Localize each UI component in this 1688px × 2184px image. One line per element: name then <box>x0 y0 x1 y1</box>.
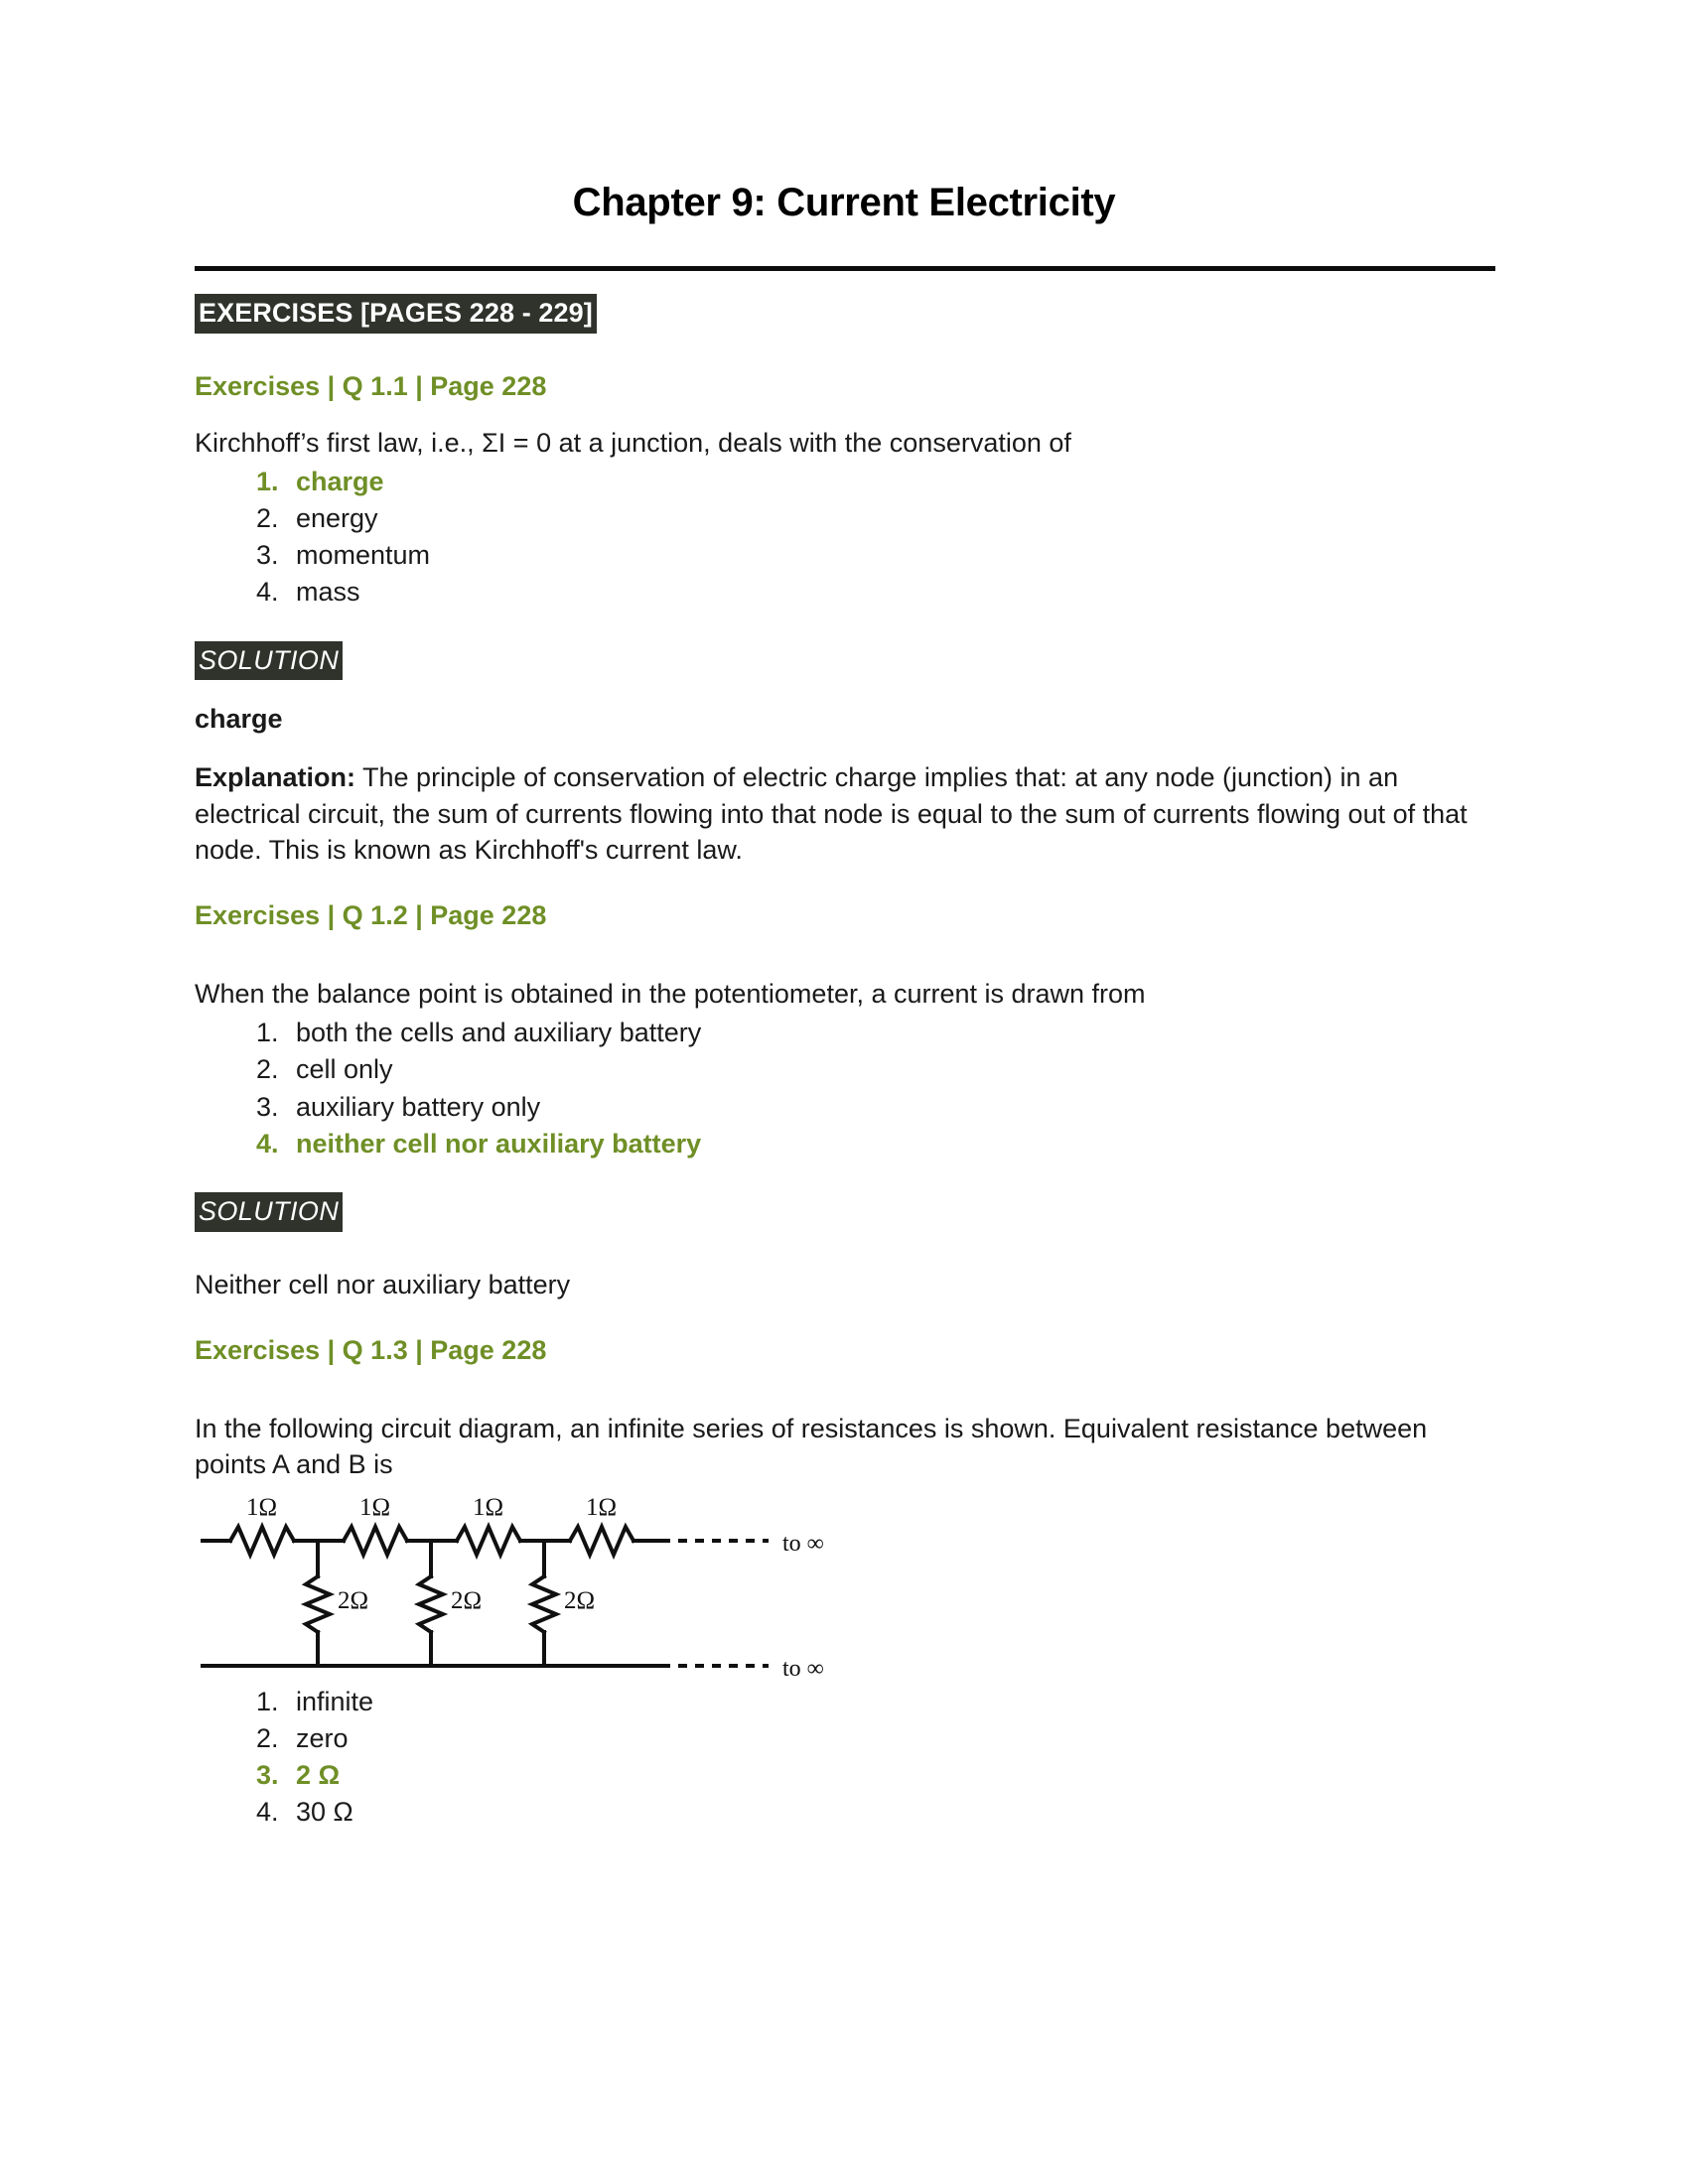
option-label: 2 Ω <box>296 1760 341 1791</box>
series-label: 1Ω <box>586 1493 618 1521</box>
solution-banner: SOLUTION <box>195 1192 343 1232</box>
series-label: 1Ω <box>473 1493 504 1521</box>
shunt-label: 2Ω <box>338 1586 369 1614</box>
circuit-diagram-figure <box>195 1493 929 1682</box>
question-prompt-1-1: Kirchhoff’s first law, i.e., ΣI = 0 at a junction, deals with the conservation of <box>195 427 1071 458</box>
option-label: mass <box>296 577 360 608</box>
series-label: 1Ω <box>246 1493 278 1521</box>
question-heading-1-3: Exercises | Q 1.3 | Page 228 <box>195 1334 547 1365</box>
question-prompt-1-2: When the balance point is obtained in the potentiometer, a current is drawn from <box>195 979 1146 1010</box>
answer-text-1-2: Neither cell nor auxiliary battery <box>195 1269 571 1299</box>
question-heading-1-1: Exercises | Q 1.1 | Page 228 <box>195 370 547 401</box>
options-list-1-1 <box>195 464 1505 612</box>
explanation-label: Explanation: <box>195 762 356 792</box>
option-item[interactable] <box>286 1051 1505 1088</box>
option-label: 30 Ω <box>296 1797 353 1828</box>
series-label: 1Ω <box>359 1493 391 1521</box>
option-label: momentum <box>296 540 431 571</box>
option-label: auxiliary battery only <box>296 1091 541 1122</box>
question-block-2 <box>195 898 1505 1302</box>
option-item[interactable] <box>286 537 1505 574</box>
title-divider <box>195 266 1495 271</box>
option-label: neither cell nor auxiliary battery <box>296 1128 702 1159</box>
answer-text-1-1: charge <box>195 704 283 735</box>
solution-banner-row-2 <box>195 1192 1505 1232</box>
shunt-label: 2Ω <box>451 1586 483 1614</box>
option-item[interactable] <box>286 574 1505 611</box>
question-block-3 <box>195 1333 1505 1832</box>
top-infinity-label: to ∞ <box>782 1530 824 1557</box>
option-item[interactable] <box>286 1720 1505 1757</box>
exercises-banner-row <box>195 294 1505 334</box>
option-item[interactable] <box>286 1757 1505 1794</box>
option-label: energy <box>296 502 378 533</box>
option-label: charge <box>296 466 384 496</box>
question-block-1 <box>195 369 1505 870</box>
question-heading-1-2: Exercises | Q 1.2 | Page 228 <box>195 900 547 931</box>
question-prompt-1-3: In the following circuit diagram, an infinite series of resistances is shown. Equivalent resistance between points A and B is <box>195 1413 1428 1479</box>
option-item[interactable] <box>286 464 1505 500</box>
document-body <box>195 294 1505 1832</box>
infinite-resistor-ladder-diagram <box>195 1493 929 1682</box>
solution-banner: SOLUTION <box>195 641 343 681</box>
option-item[interactable] <box>286 1126 1505 1162</box>
option-item[interactable] <box>286 500 1505 537</box>
solution-banner-row-1 <box>195 641 1505 681</box>
option-item[interactable] <box>286 1684 1505 1720</box>
bottom-infinity-label: to ∞ <box>782 1655 824 1682</box>
option-item[interactable] <box>286 1794 1505 1831</box>
explanation-body: The principle of conservation of electric charge implies that: at any node (junction) in an electrical circuit, the sum of currents flowing into that node is equal to the sum of currents flowing out of that node. This is known as Kirchhoff's current law. <box>195 762 1468 866</box>
option-label: cell only <box>296 1054 393 1085</box>
option-label: zero <box>296 1722 349 1753</box>
shunt-label: 2Ω <box>564 1586 596 1614</box>
option-item[interactable] <box>286 1089 1505 1126</box>
exercises-banner: EXERCISES [PAGES 228 - 229] <box>195 294 597 334</box>
options-list-1-2 <box>195 1015 1505 1162</box>
option-item[interactable] <box>286 1015 1505 1051</box>
page-title: Chapter 9: Current Electricity <box>572 181 1116 224</box>
options-list-1-3 <box>195 1684 1505 1832</box>
option-label: both the cells and auxiliary battery <box>296 1018 702 1048</box>
option-label: infinite <box>296 1686 374 1716</box>
explanation-1-1 <box>195 759 1505 869</box>
